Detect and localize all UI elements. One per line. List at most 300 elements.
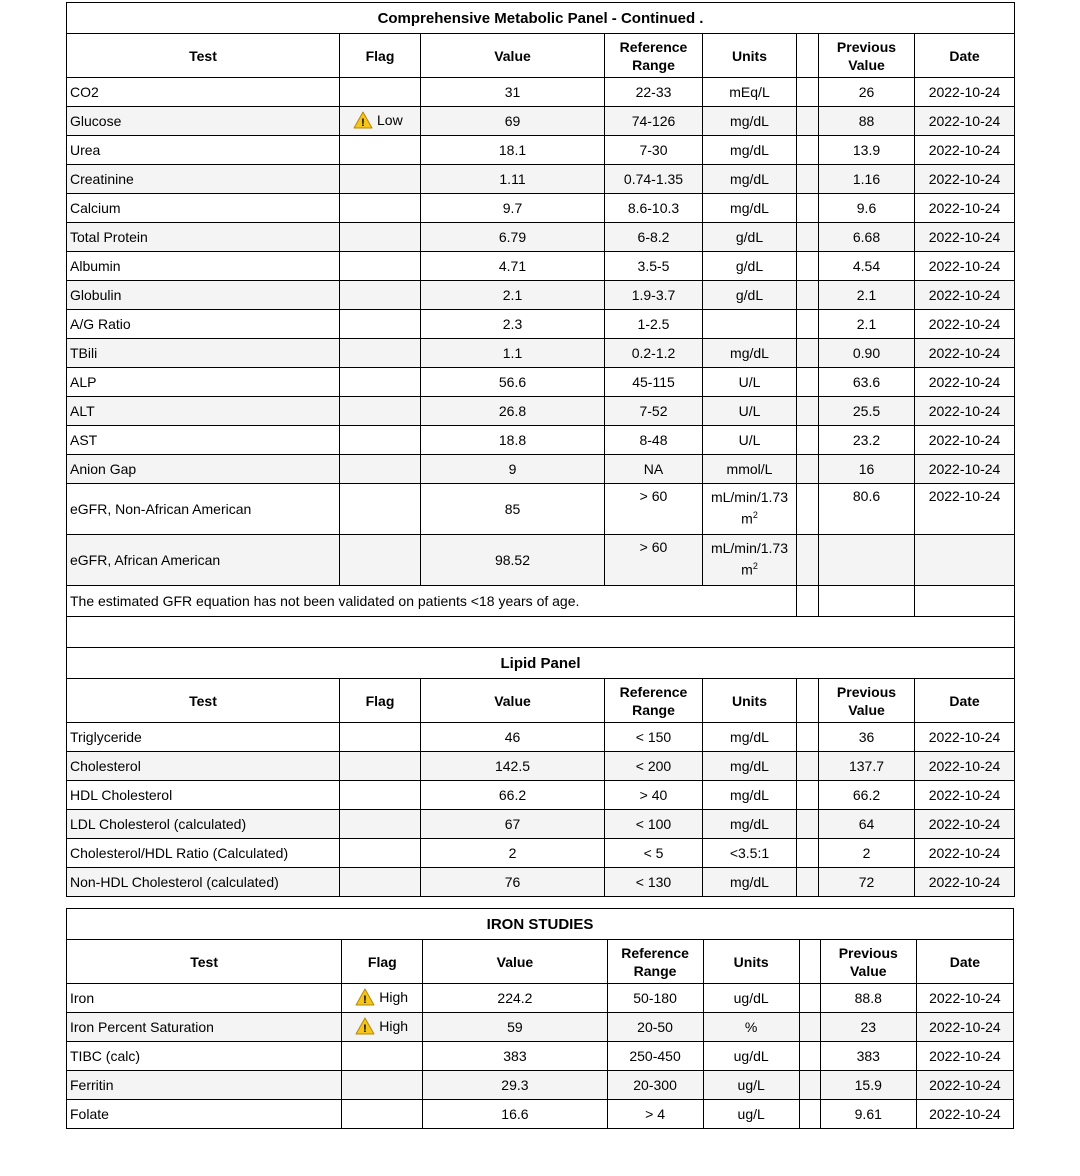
col-previous-value: Previous Value <box>820 940 916 984</box>
col-previous-value: Previous Value <box>819 34 915 78</box>
spacer-cell <box>799 1071 820 1100</box>
col-value: Value <box>421 679 605 723</box>
reference-range: 50-180 <box>607 984 703 1013</box>
previous-value: 137.7 <box>819 752 915 781</box>
table-row <box>67 397 1015 426</box>
result-date: 2022-10-24 <box>915 223 1015 252</box>
flag-cell <box>340 781 421 810</box>
result-date: 2022-10-24 <box>916 1071 1013 1100</box>
col-date: Date <box>916 940 1013 984</box>
reference-range: NA <box>605 455 703 484</box>
units: g/dL <box>703 223 797 252</box>
lipid-panel-title: Lipid Panel <box>67 648 1015 679</box>
result-value: 67 <box>421 810 605 839</box>
previous-value: 64 <box>819 810 915 839</box>
result-value: 18.1 <box>421 136 605 165</box>
flag-cell <box>340 252 421 281</box>
result-value: 1.11 <box>421 165 605 194</box>
result-value: 2 <box>421 839 605 868</box>
blank-row <box>67 617 1015 648</box>
result-value: 2.3 <box>421 310 605 339</box>
units-line: mL/min/1.73 <box>710 540 789 556</box>
flag-cell <box>340 165 421 194</box>
result-value: 4.71 <box>421 252 605 281</box>
flag-cell <box>340 136 421 165</box>
table-row <box>67 752 1015 781</box>
units: % <box>703 1013 799 1042</box>
previous-value: 63.6 <box>819 368 915 397</box>
col-reference-range: Reference Range <box>605 34 703 78</box>
flag-indicator <box>345 1017 408 1035</box>
iron-title: IRON STUDIES <box>67 909 1014 940</box>
test-name: Triglyceride <box>67 723 340 752</box>
result-value: 66.2 <box>421 781 605 810</box>
col-flag: Flag <box>340 679 421 723</box>
result-value: 224.2 <box>423 984 607 1013</box>
flag-cell <box>340 397 421 426</box>
units <box>703 535 797 586</box>
spacer-cell <box>799 984 820 1013</box>
table-row <box>67 484 1015 535</box>
warning-triangle-icon <box>353 111 373 129</box>
test-name: Iron Percent Saturation <box>67 1013 342 1042</box>
previous-value: 2.1 <box>819 281 915 310</box>
col-spacer <box>797 34 819 78</box>
test-name: TBili <box>67 339 340 368</box>
spacer-cell <box>797 339 819 368</box>
units: U/L <box>703 397 797 426</box>
flag-cell <box>340 868 421 897</box>
spacer-cell <box>797 107 819 136</box>
spacer-cell <box>797 781 819 810</box>
units: mg/dL <box>703 868 797 897</box>
result-date: 2022-10-24 <box>915 839 1015 868</box>
previous-value: 2.1 <box>819 310 915 339</box>
units <box>703 484 797 535</box>
reference-range: > 60 <box>605 484 703 535</box>
test-name: CO2 <box>67 78 340 107</box>
result-date: 2022-10-24 <box>915 868 1015 897</box>
flag-indicator <box>343 111 403 129</box>
table-row <box>67 535 1015 586</box>
reference-range: > 4 <box>607 1100 703 1129</box>
previous-value: 0.90 <box>819 339 915 368</box>
cmp-title: Comprehensive Metabolic Panel - Continued . <box>67 3 1015 34</box>
footnote-row <box>67 586 1015 617</box>
previous-value: 6.68 <box>819 223 915 252</box>
result-value: 9.7 <box>421 194 605 223</box>
empty-cell <box>819 586 915 617</box>
previous-value: 16 <box>819 455 915 484</box>
svg-text:!: ! <box>363 993 368 1006</box>
units: U/L <box>703 368 797 397</box>
flag-cell <box>342 1071 423 1100</box>
reference-range: > 60 <box>605 535 703 586</box>
units-exponent: 2 <box>752 561 758 571</box>
result-date: 2022-10-24 <box>915 752 1015 781</box>
previous-value: 80.6 <box>819 484 915 535</box>
spacer-cell <box>797 839 819 868</box>
col-test: Test <box>67 34 340 78</box>
result-date: 2022-10-24 <box>915 310 1015 339</box>
result-date: 2022-10-24 <box>915 281 1015 310</box>
reference-range: < 5 <box>605 839 703 868</box>
test-name: Creatinine <box>67 165 340 194</box>
result-date: 2022-10-24 <box>915 165 1015 194</box>
result-date: 2022-10-24 <box>915 368 1015 397</box>
flag-cell <box>340 78 421 107</box>
col-flag: Flag <box>342 940 423 984</box>
warning-triangle-icon <box>355 1017 375 1035</box>
test-name: Total Protein <box>67 223 340 252</box>
result-value: 26.8 <box>421 397 605 426</box>
table-row <box>67 368 1015 397</box>
spacer-cell <box>797 252 819 281</box>
units: mmol/L <box>703 455 797 484</box>
table-row <box>67 252 1015 281</box>
test-name: HDL Cholesterol <box>67 781 340 810</box>
spacer-cell <box>797 368 819 397</box>
spacer-cell <box>797 868 819 897</box>
gfr-footnote: The estimated GFR equation has not been validated on patients <18 years of age. <box>67 586 797 617</box>
svg-text:!: ! <box>361 116 365 129</box>
test-name: A/G Ratio <box>67 310 340 339</box>
units: ug/dL <box>703 1042 799 1071</box>
result-date: 2022-10-24 <box>915 426 1015 455</box>
table-row <box>67 984 1014 1013</box>
units: mg/dL <box>703 165 797 194</box>
previous-value: 66.2 <box>819 781 915 810</box>
flag-cell <box>340 223 421 252</box>
test-name: eGFR, African American <box>67 535 340 586</box>
previous-value: 2 <box>819 839 915 868</box>
reference-range: 6-8.2 <box>605 223 703 252</box>
result-value: 31 <box>421 78 605 107</box>
empty-cell <box>67 617 1015 648</box>
iron-header-row <box>67 940 1014 984</box>
flag-cell <box>342 1013 423 1042</box>
reference-range: 1-2.5 <box>605 310 703 339</box>
col-value: Value <box>421 34 605 78</box>
spacer-cell <box>799 1100 820 1129</box>
col-units: Units <box>703 940 799 984</box>
col-reference-range: Reference Range <box>605 679 703 723</box>
units: mg/dL <box>703 107 797 136</box>
spacer-cell <box>797 752 819 781</box>
flag-label: Low <box>377 111 403 128</box>
previous-value: 383 <box>820 1042 916 1071</box>
flag-cell <box>340 310 421 339</box>
col-value: Value <box>423 940 607 984</box>
spacer-cell <box>797 136 819 165</box>
result-date: 2022-10-24 <box>915 194 1015 223</box>
spacer-cell <box>797 484 819 535</box>
table-row <box>67 281 1015 310</box>
result-value: 18.8 <box>421 426 605 455</box>
flag-cell <box>340 194 421 223</box>
svg-text:!: ! <box>363 1022 368 1035</box>
previous-value: 9.61 <box>820 1100 916 1129</box>
reference-range: > 40 <box>605 781 703 810</box>
previous-value: 23.2 <box>819 426 915 455</box>
table-row <box>67 107 1015 136</box>
spacer-cell <box>797 165 819 194</box>
result-date: 2022-10-24 <box>915 78 1015 107</box>
iron-studies-table <box>66 908 1014 1129</box>
flag-cell <box>340 752 421 781</box>
result-value: 98.52 <box>421 535 605 586</box>
col-test: Test <box>67 679 340 723</box>
result-date: 2022-10-24 <box>915 781 1015 810</box>
result-date: 2022-10-24 <box>916 984 1013 1013</box>
previous-value: 13.9 <box>819 136 915 165</box>
units: mg/dL <box>703 781 797 810</box>
lab-results-table <box>66 2 1015 897</box>
col-reference-range: Reference Range <box>607 940 703 984</box>
flag-cell <box>340 107 421 136</box>
units: mg/dL <box>703 723 797 752</box>
test-name: eGFR, Non-African American <box>67 484 340 535</box>
flag-cell <box>340 535 421 586</box>
previous-value: 4.54 <box>819 252 915 281</box>
units: ug/L <box>703 1071 799 1100</box>
lipid-header-row <box>67 679 1015 723</box>
previous-value: 1.16 <box>819 165 915 194</box>
reference-range: 45-115 <box>605 368 703 397</box>
previous-value: 88 <box>819 107 915 136</box>
cmp-header-row <box>67 34 1015 78</box>
table-row <box>67 1100 1014 1129</box>
units <box>703 310 797 339</box>
previous-value <box>819 535 915 586</box>
spacer-cell <box>797 223 819 252</box>
units-exponent: 2 <box>752 510 758 520</box>
table-row <box>67 455 1015 484</box>
table-row <box>67 78 1015 107</box>
previous-value: 26 <box>819 78 915 107</box>
table-row <box>67 310 1015 339</box>
previous-value: 36 <box>819 723 915 752</box>
result-date: 2022-10-24 <box>916 1042 1013 1071</box>
table-row <box>67 810 1015 839</box>
units-line: m <box>741 510 753 527</box>
result-date: 2022-10-24 <box>915 339 1015 368</box>
test-name: ALP <box>67 368 340 397</box>
flag-cell <box>340 723 421 752</box>
result-value: 6.79 <box>421 223 605 252</box>
test-name: Iron <box>67 984 342 1013</box>
reference-range: 20-50 <box>607 1013 703 1042</box>
result-date: 2022-10-24 <box>916 1100 1013 1129</box>
flag-cell <box>340 810 421 839</box>
result-date: 2022-10-24 <box>915 397 1015 426</box>
result-value: 29.3 <box>423 1071 607 1100</box>
previous-value: 25.5 <box>819 397 915 426</box>
table-row <box>67 723 1015 752</box>
result-value: 69 <box>421 107 605 136</box>
result-value: 1.1 <box>421 339 605 368</box>
test-name: AST <box>67 426 340 455</box>
flag-label: High <box>379 988 409 1005</box>
result-value: 59 <box>423 1013 607 1042</box>
empty-cell <box>915 586 1015 617</box>
spacer-cell <box>797 397 819 426</box>
units: mg/dL <box>703 752 797 781</box>
table-row <box>67 868 1015 897</box>
spacer-cell <box>797 281 819 310</box>
reference-range: 7-30 <box>605 136 703 165</box>
spacer-cell <box>797 810 819 839</box>
spacer-cell <box>797 535 819 586</box>
col-spacer <box>797 679 819 723</box>
result-value: 16.6 <box>423 1100 607 1129</box>
reference-range: 1.9-3.7 <box>605 281 703 310</box>
result-value: 76 <box>421 868 605 897</box>
spacer-cell <box>797 78 819 107</box>
test-name: TIBC (calc) <box>67 1042 342 1071</box>
test-name: Cholesterol <box>67 752 340 781</box>
test-name: Folate <box>67 1100 342 1129</box>
table-row <box>67 1042 1014 1071</box>
reference-range: 8-48 <box>605 426 703 455</box>
result-value: 56.6 <box>421 368 605 397</box>
col-units: Units <box>703 679 797 723</box>
table-row <box>67 223 1015 252</box>
spacer-cell <box>797 455 819 484</box>
result-date: 2022-10-24 <box>915 136 1015 165</box>
previous-value: 88.8 <box>820 984 916 1013</box>
units-line: m <box>741 561 753 578</box>
previous-value: 15.9 <box>820 1071 916 1100</box>
units: <3.5:1 <box>703 839 797 868</box>
spacer-cell <box>797 310 819 339</box>
flag-cell <box>340 426 421 455</box>
col-units: Units <box>703 34 797 78</box>
reference-range: < 100 <box>605 810 703 839</box>
table-row <box>67 339 1015 368</box>
result-value: 85 <box>421 484 605 535</box>
spacer-cell <box>799 1042 820 1071</box>
units: mEq/L <box>703 78 797 107</box>
test-name: Ferritin <box>67 1071 342 1100</box>
reference-range: 7-52 <box>605 397 703 426</box>
test-name: Urea <box>67 136 340 165</box>
result-date: 2022-10-24 <box>915 252 1015 281</box>
table-row <box>67 426 1015 455</box>
units: g/dL <box>703 281 797 310</box>
units: mg/dL <box>703 810 797 839</box>
test-name: Cholesterol/HDL Ratio (Calculated) <box>67 839 340 868</box>
table-row <box>67 165 1015 194</box>
previous-value: 9.6 <box>819 194 915 223</box>
reference-range: 8.6-10.3 <box>605 194 703 223</box>
result-value: 142.5 <box>421 752 605 781</box>
spacer-cell <box>797 194 819 223</box>
spacer-cell <box>797 586 819 617</box>
flag-label: High <box>379 1017 409 1034</box>
test-name: Non-HDL Cholesterol (calculated) <box>67 868 340 897</box>
reference-range: 3.5-5 <box>605 252 703 281</box>
previous-value: 72 <box>819 868 915 897</box>
col-flag: Flag <box>340 34 421 78</box>
units: mg/dL <box>703 339 797 368</box>
col-date: Date <box>915 34 1015 78</box>
reference-range: < 130 <box>605 868 703 897</box>
units: ug/dL <box>703 984 799 1013</box>
col-previous-value: Previous Value <box>819 679 915 723</box>
result-date <box>915 535 1015 586</box>
test-name: ALT <box>67 397 340 426</box>
col-spacer <box>799 940 820 984</box>
result-date: 2022-10-24 <box>915 723 1015 752</box>
units: ug/L <box>703 1100 799 1129</box>
result-date: 2022-10-24 <box>915 484 1015 535</box>
reference-range: 22-33 <box>605 78 703 107</box>
result-date: 2022-10-24 <box>915 455 1015 484</box>
flag-cell <box>340 339 421 368</box>
reference-range: 250-450 <box>607 1042 703 1071</box>
units-line: mL/min/1.73 <box>710 489 789 505</box>
flag-cell <box>342 1042 423 1071</box>
table-row <box>67 136 1015 165</box>
units: U/L <box>703 426 797 455</box>
reference-range: < 150 <box>605 723 703 752</box>
units: mg/dL <box>703 136 797 165</box>
reference-range: < 200 <box>605 752 703 781</box>
reference-range: 20-300 <box>607 1071 703 1100</box>
col-date: Date <box>915 679 1015 723</box>
spacer-cell <box>797 723 819 752</box>
flag-indicator <box>345 988 408 1006</box>
reference-range: 0.74-1.35 <box>605 165 703 194</box>
table-row <box>67 781 1015 810</box>
result-date: 2022-10-24 <box>916 1013 1013 1042</box>
table-row <box>67 194 1015 223</box>
flag-cell <box>342 984 423 1013</box>
result-value: 9 <box>421 455 605 484</box>
result-date: 2022-10-24 <box>915 107 1015 136</box>
units: mg/dL <box>703 194 797 223</box>
flag-cell <box>342 1100 423 1129</box>
table-row <box>67 839 1015 868</box>
col-test: Test <box>67 940 342 984</box>
result-date: 2022-10-24 <box>915 810 1015 839</box>
warning-triangle-icon <box>355 988 375 1006</box>
test-name: Calcium <box>67 194 340 223</box>
test-name: Albumin <box>67 252 340 281</box>
result-value: 2.1 <box>421 281 605 310</box>
table-row <box>67 1013 1014 1042</box>
test-name: Globulin <box>67 281 340 310</box>
test-name: LDL Cholesterol (calculated) <box>67 810 340 839</box>
flag-cell <box>340 484 421 535</box>
flag-cell <box>340 839 421 868</box>
reference-range: 74-126 <box>605 107 703 136</box>
previous-value: 23 <box>820 1013 916 1042</box>
flag-cell <box>340 281 421 310</box>
flag-cell <box>340 455 421 484</box>
spacer-cell <box>799 1013 820 1042</box>
test-name: Anion Gap <box>67 455 340 484</box>
result-value: 46 <box>421 723 605 752</box>
table-row <box>67 1071 1014 1100</box>
test-name: Glucose <box>67 107 340 136</box>
spacer-cell <box>797 426 819 455</box>
result-value: 383 <box>423 1042 607 1071</box>
reference-range: 0.2-1.2 <box>605 339 703 368</box>
units: g/dL <box>703 252 797 281</box>
flag-cell <box>340 368 421 397</box>
